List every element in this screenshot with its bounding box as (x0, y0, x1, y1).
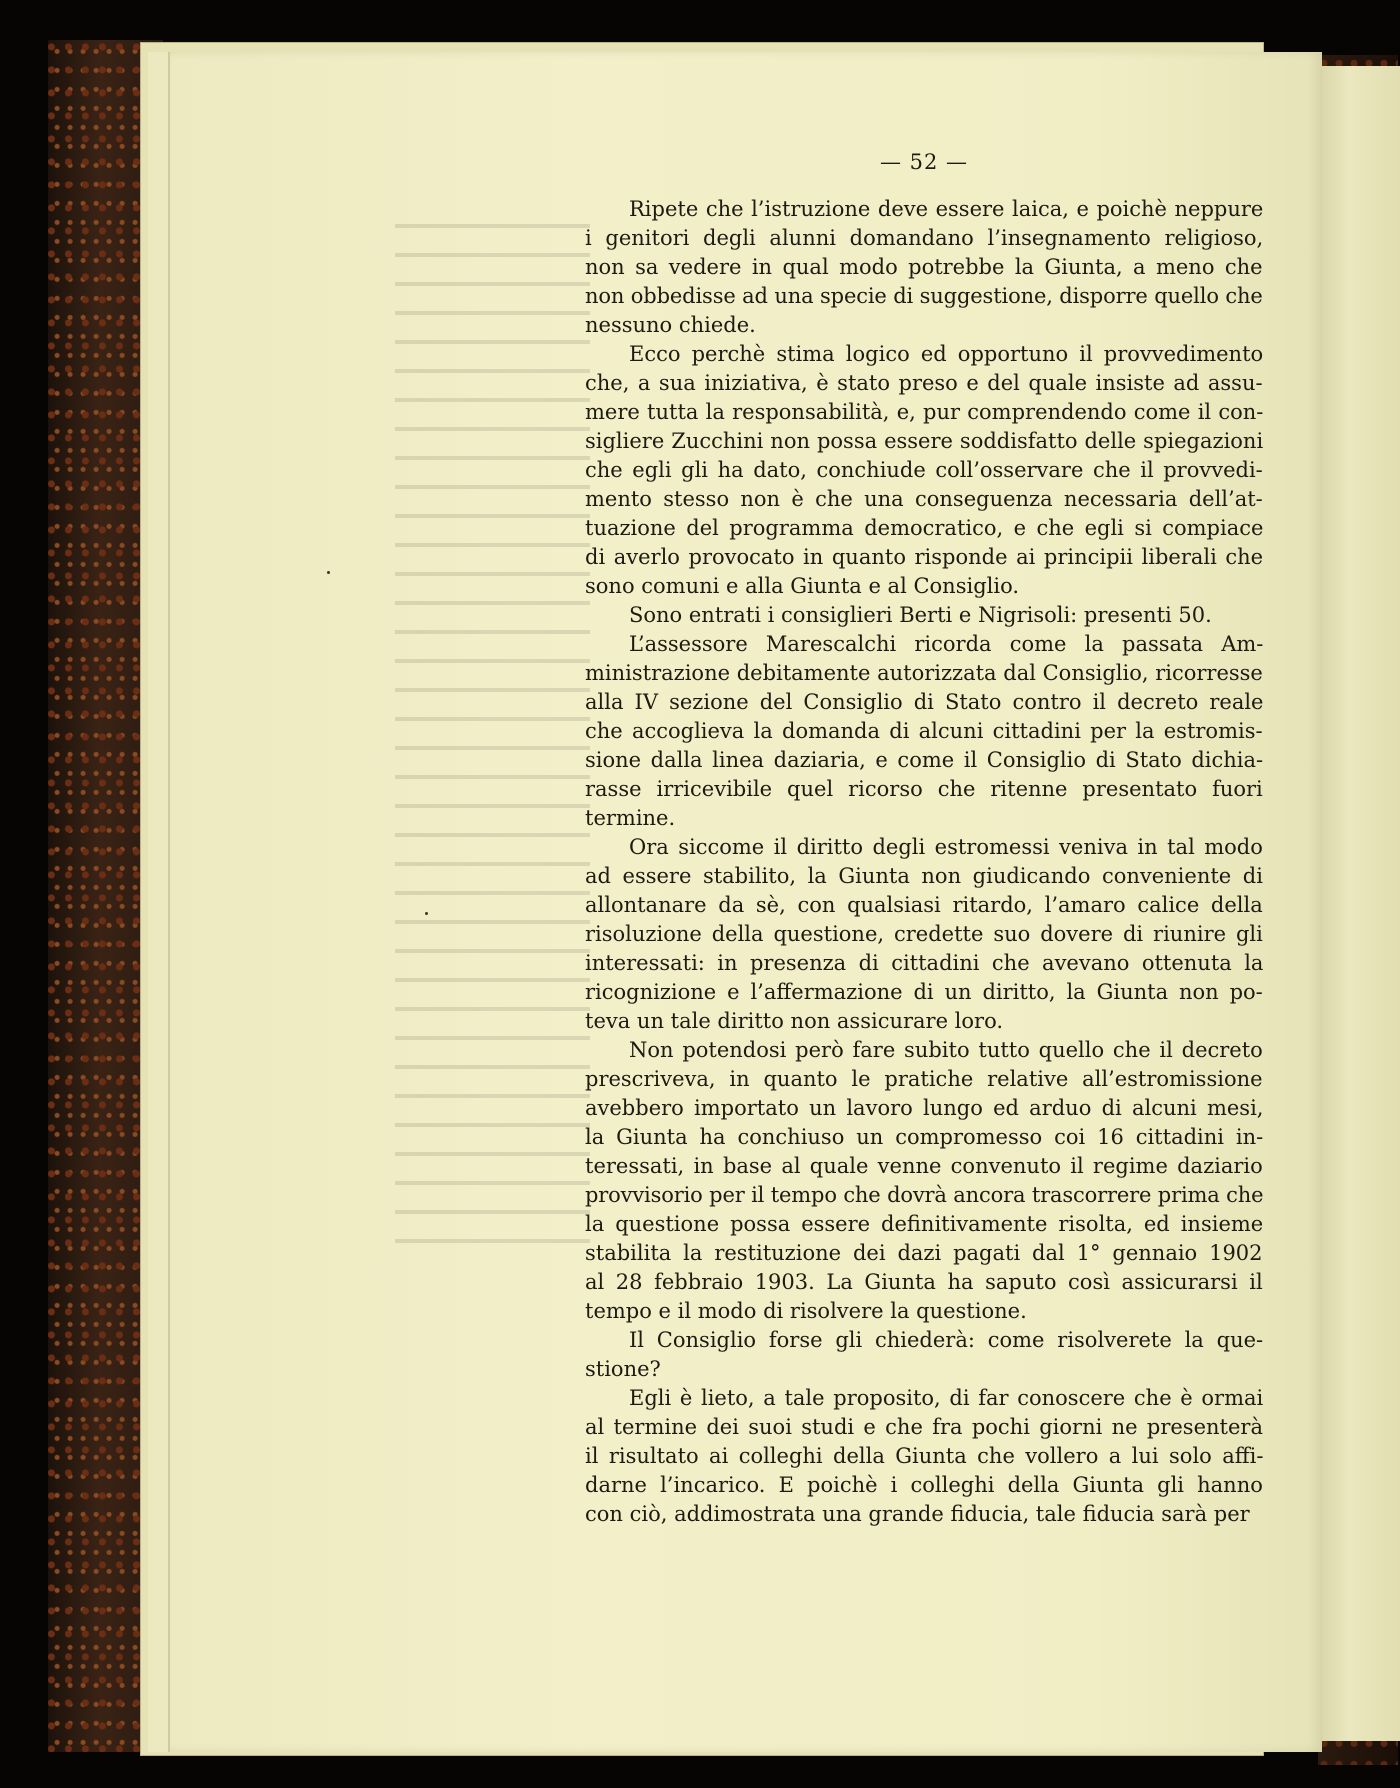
text-line: rasse irricevibile quel ricorso che ritenne presentato fuori (585, 777, 1263, 801)
next-page-edge (1315, 66, 1400, 1741)
text-line: il risultato ai colleghi della Giunta che vollero a lui solo affi- (585, 1444, 1264, 1468)
paragraph (585, 601, 1263, 630)
paragraph (585, 340, 1263, 601)
page-speck (327, 571, 330, 574)
text-line: ministrazione debitamente autorizzata dal Consiglio, ricorresse (585, 661, 1263, 685)
text-line: mere tutta la responsabilità, e, pur comprendendo come il con- (585, 400, 1264, 424)
text-line: provvisorio per il tempo che dovrà ancora trascorrere prima che (585, 1183, 1264, 1207)
text-line: non obbedisse ad una specie di suggestione, disporre quello che (585, 284, 1263, 308)
text-line: stione? (585, 1357, 661, 1381)
text-line: che egli gli ha dato, conchiude coll’osservare che il provvedi- (585, 458, 1263, 482)
text-line: Sono entrati i consiglieri Berti e Nigrisoli: presenti 50. (629, 603, 1212, 627)
text-line: che accoglieva la domanda di alcuni cittadini per la estromis- (585, 719, 1263, 743)
text-line: tuazione del programma democratico, e che egli si compiace (585, 516, 1264, 540)
text-line: mento stesso non è che una conseguenza necessaria dell’at- (585, 487, 1263, 511)
text-line: Il Consiglio forse gli chiederà: come risolverete la que- (629, 1328, 1264, 1352)
paragraph (585, 195, 1263, 340)
text-line: L’assessore Marescalchi ricorda come la passata Am- (629, 632, 1264, 656)
text-line: che, a sua iniziativa, è stato preso e del quale insiste ad assu- (585, 371, 1263, 395)
page-speck (425, 912, 428, 915)
paragraph (585, 1326, 1263, 1384)
paragraph (585, 833, 1263, 1036)
text-line: allontanare da sè, con qualsiasi ritardo, l’amaro calice della (585, 893, 1263, 917)
text-line: non sa vedere in qual modo potrebbe la Giunta, a meno che (585, 255, 1263, 279)
text-line: darne l’incarico. E poichè i colleghi della Giunta gli hanno (585, 1473, 1263, 1497)
text-line: al 28 febbraio 1903. La Giunta ha saputo così assicurarsi il (585, 1270, 1263, 1294)
text-line: ricognizione e l’affermazione di un diritto, la Giunta non po- (585, 980, 1263, 1004)
text-line: nessuno chiede. (585, 313, 756, 337)
text-line: alla IV sezione del Consiglio di Stato contro il decreto reale (585, 690, 1264, 714)
text-line: con ciò, addimostrata una grande fiducia, tale fiducia sarà per (585, 1502, 1250, 1526)
paragraph (585, 1036, 1263, 1326)
text-line: avebbero importato un lavoro lungo ed arduo di alcuni mesi, (585, 1096, 1264, 1120)
text-line: teva un tale diritto non assicurare loro. (585, 1009, 1004, 1033)
text-line: sione dalla linea daziaria, e come il Consiglio di Stato dichia- (585, 748, 1264, 772)
text-line: la questione possa essere definitivamente risolta, ed insieme (585, 1212, 1264, 1236)
text-line: Egli è lieto, a tale proposito, di far conoscere che è ormai (629, 1386, 1264, 1410)
text-line: i genitori degli alunni domandano l’insegnamento religioso, (585, 226, 1264, 250)
text-line: Ecco perchè stima logico ed opportuno il provvedimento (629, 342, 1264, 366)
text-line: interessati: in presenza di cittadini che avevano ottenuta la (585, 951, 1264, 975)
text-lines (585, 195, 1263, 1529)
text-line: sigliere Zucchini non possa essere soddisfatto delle spiegazioni (585, 429, 1264, 453)
text-line: prescriveva, in quanto le pratiche relative all’estromissione (585, 1067, 1263, 1091)
text-line: teressati, in base al quale venne convenuto il regime daziario (585, 1154, 1263, 1178)
text-line: al termine dei suoi studi e che fra pochi giorni ne presenterà (585, 1415, 1263, 1439)
text-line: Non potendosi però fare subito tutto quello che il decreto (629, 1038, 1263, 1062)
text-line: termine. (585, 806, 676, 830)
text-line: Ora siccome il diritto degli estromessi veniva in tal modo (629, 835, 1263, 859)
paragraph (585, 630, 1263, 833)
page-number: — 52 — (879, 150, 969, 174)
text-line: tempo e il modo di risolvere la questione. (585, 1299, 1027, 1323)
text-line: sono comuni e alla Giunta e al Consiglio. (585, 574, 1020, 598)
text-line: risoluzione della questione, credette suo dovere di riunire gli (585, 922, 1263, 946)
text-line: ad essere stabilito, la Giunta non giudicando conveniente di (585, 864, 1263, 888)
paragraph (585, 1384, 1263, 1529)
text-line: la Giunta ha conchiuso un compromesso coi 16 cittadini in- (585, 1125, 1264, 1149)
bleed-through-text (395, 210, 590, 1260)
text-line: di averlo provocato in quanto risponde ai principii liberali che (585, 545, 1264, 569)
text-line: stabilita la restituzione dei dazi pagati dal 1° gennaio 1902 (585, 1241, 1263, 1265)
text-line: Ripete che l’istruzione deve essere laica, e poichè neppure (629, 197, 1264, 221)
